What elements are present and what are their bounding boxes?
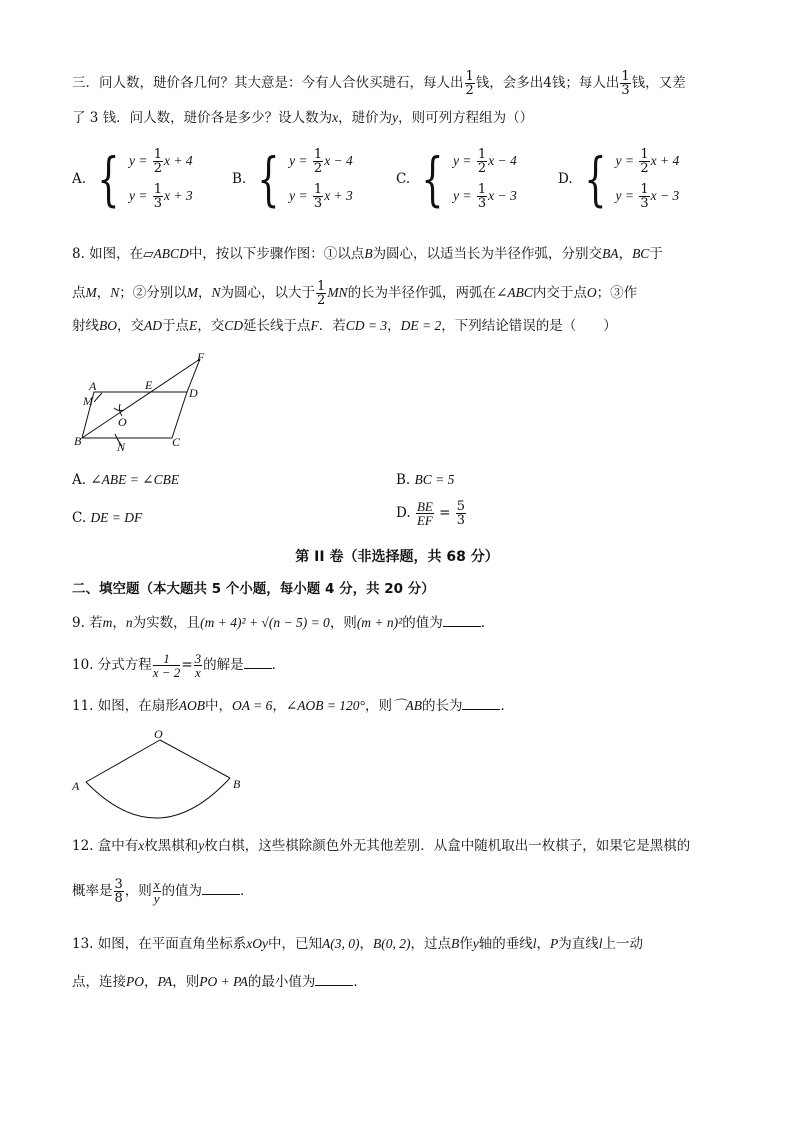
sector-figure <box>70 728 250 828</box>
q12-line2: 概率是 $\frac{3}{8}$ ，则 $\frac{x}{y}$ 的值为 ． <box>72 877 254 906</box>
arc-m <box>94 393 102 402</box>
q7-option-c[interactable]: C. { y = $\frac{1}{2}$ x − 4 y = $\frac{1}{3}$ x − 3 <box>396 145 517 213</box>
label-m: M <box>83 394 93 408</box>
brace-icon: { <box>584 145 607 213</box>
q7-option-b[interactable]: B. { y = $\frac{1}{2}$ x − 4 y = $\frac{1}{3}$ x + 3 <box>232 145 353 213</box>
q13-line2: 点，连接PO，PA，则PO + PA的最小值为 ． <box>72 974 367 990</box>
parallelogram-figure <box>72 350 222 460</box>
q7-line1: 三．问人数，琎价各几何？其大意是：今有人合伙买琎石，每人出 $\frac{1}{2}$ 钱，会多出4钱；每人出 $\frac{1}{3}$ 钱，又差 <box>72 69 686 98</box>
parallelogram-shape <box>82 392 187 438</box>
q9: 9. 若m，n为实数，且(m + 4)² + √(n − 5) = 0，则(m + n)²的值为 ． <box>72 615 495 631</box>
brace-icon: { <box>257 145 280 213</box>
fraction-third: $\frac{1}{3}$ <box>621 69 630 98</box>
q10: 10. 分式方程 $\frac{1}{x - 2}$ = $\frac{3}{x}$ 的解是 ． <box>72 651 286 680</box>
answer-blank[interactable] <box>244 656 272 669</box>
label-b: B <box>74 434 82 448</box>
label-a: A <box>89 379 97 393</box>
q7-option-d[interactable]: D. { y = $\frac{1}{2}$ x + 4 y = $\frac{1}{3}$ x − 3 <box>558 145 680 213</box>
q11: 11. 如图，在扇形AOB中，OA = 6，∠AOB = 120°，则⌒AB的长为 ． <box>72 698 514 714</box>
q8-line1: 8. 如图，在▱ABCD中，按以下步骤作图：①以点B为圆心，以适当长为半径作弧，分别交BA，BC于 <box>72 246 663 262</box>
q8-option-c[interactable]: C. DE = DF <box>72 510 143 526</box>
fraction-half: $\frac{1}{2}$ <box>465 69 474 98</box>
q8-option-d[interactable]: D. $\frac{BE}{EF}$ = $\frac{5}{3}$ <box>396 499 466 528</box>
q8-line2: 点M，N；②分别以M，N为圆心，以大于 $\frac{1}{2}$ MN的长为半径作弧，两弧在∠ABC内交于点O；③作 <box>72 279 638 308</box>
q7-option-a[interactable]: A. { y = $\frac{1}{2}$ x + 4 y = $\frac{1}{3}$ x + 3 <box>72 145 193 213</box>
section2-heading: 二、填空题（本大题共 5 个小题，每小题 4 分，共 20 分） <box>72 581 435 597</box>
label-o: O <box>118 415 127 429</box>
radius-oa <box>86 740 160 782</box>
q7-line2: 了 3 钱．问人数，琎价各是多少？设人数为x，琎价为y，则可列方程组为（） <box>72 110 534 126</box>
label-d: D <box>189 386 198 400</box>
radius-ob <box>160 740 230 778</box>
answer-blank[interactable] <box>315 973 353 986</box>
q8-option-a[interactable]: A. ∠ABE = ∠CBE <box>72 472 180 488</box>
label-c: C <box>172 435 181 449</box>
q8-option-b[interactable]: B. BC = 5 <box>396 472 455 488</box>
answer-blank[interactable] <box>443 614 481 627</box>
label-f: F <box>197 350 205 364</box>
arc-ab <box>86 778 230 818</box>
label-o: O <box>154 728 163 741</box>
part2-heading: 第 II 卷（非选择题，共 68 分） <box>295 549 499 565</box>
label-a: A <box>72 779 80 793</box>
answer-blank[interactable] <box>202 882 240 895</box>
label-n: N <box>117 440 126 454</box>
label-b: B <box>233 777 241 791</box>
q13-line1: 13. 如图，在平面直角坐标系xOy中，已知A(3, 0)，B(0, 2)，过点B作y轴的垂线l，P为直线l上一动 <box>72 936 644 952</box>
q8-line3: 射线BO，交AD于点E，交CD延长线于点F．若CD = 3，DE = 2，下列结论错误的是（ ） <box>72 318 617 334</box>
ray-bf <box>82 359 200 438</box>
brace-icon: { <box>421 145 444 213</box>
q12-line1: 12. 盒中有x枚黑棋和y枚白棋，这些棋除颜色外无其他差别．从盒中随机取出一枚棋子，如果它是黑棋的 <box>72 838 691 854</box>
label-e: E <box>145 378 153 392</box>
brace-icon: { <box>97 145 120 213</box>
answer-blank[interactable] <box>462 697 500 710</box>
